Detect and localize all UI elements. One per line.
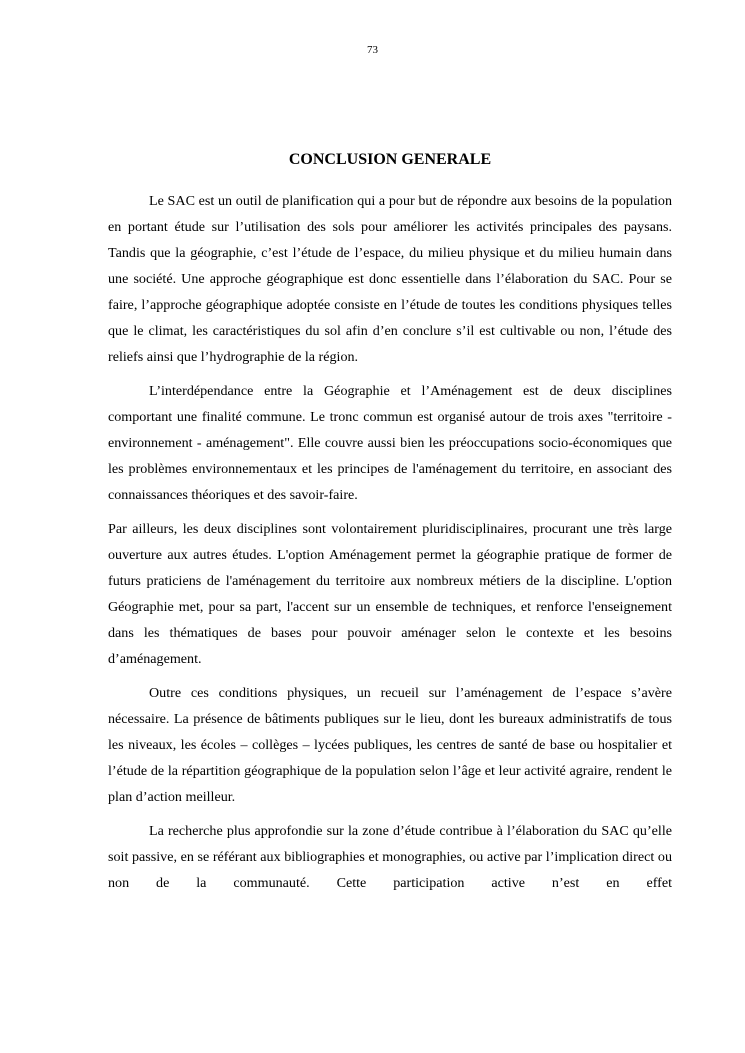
paragraph-amenagement-espace: Outre ces conditions physiques, un recueil sur l’aménagement de l’espace s’avère nécessaire. La présence de bâtiments publiques sur le lieu, dont les bureaux administratifs de tous les niveaux, les écoles – collèges – lycées publiques, les centres de santé de base ou hospitalier et l’étude de la répartition géographique de la population selon l’âge et leur activité agraire, rendent le plan d’action meilleur.	[108, 685, 672, 805]
body-text	[108, 188, 672, 904]
paragraph-pluridisciplinaires: Par ailleurs, les deux disciplines sont volontairement pluridisciplinaires, procurant une très large ouverture aux autres études. L'option Aménagement permet la géographie pratique de former de futurs praticiens de l'aménagement du territoire aux nombreux métiers de la discipline. L'option Géographie met, pour sa part, l'accent sur un ensemble de techniques, et renforce l'enseignement dans les thématiques de bases pour pouvoir aménager selon le contexte et les besoins d’aménagement.	[108, 521, 672, 667]
paragraph-sac-definition: Le SAC est un outil de planification qui a pour but de répondre aux besoins de la population en portant étude sur l’utilisation des sols pour améliorer les activités principales des paysans. Tandis que la géographie, c’est l’étude de l’espace, du milieu physique et du milieu humain dans une société. Une approche géographique est donc essentielle dans l’élaboration du SAC. Pour se faire, l’approche géographique adoptée consiste en l’étude de toutes les conditions physiques telles que le climat, les caractéristiques du sol afin d’en conclure s’il est cultivable ou non, l’étude des reliefs ainsi que l’hydrographie de la région.	[108, 193, 672, 365]
paragraph-interdependance: L’interdépendance entre la Géographie et l’Aménagement est de deux disciplines comportant une finalité commune. Le tronc commun est organisé autour de trois axes "territoire - environnement - aménagement". Elle couvre aussi bien les préoccupations socio-économiques que les problèmes environnementaux et les principes de l'aménagement du territoire, en associant des connaissances théoriques et des savoir-faire.	[108, 383, 672, 503]
page-number: 73	[367, 44, 378, 56]
page-title: CONCLUSION GENERALE	[288, 151, 492, 168]
paragraph-recherche: La recherche plus approfondie sur la zone d’étude contribue à l’élaboration du SAC qu’elle soit passive, en se référant aux bibliographies et monographies, ou active par l’implication direct ou non de la communauté. Cette participation active n’est en effet	[108, 823, 672, 891]
